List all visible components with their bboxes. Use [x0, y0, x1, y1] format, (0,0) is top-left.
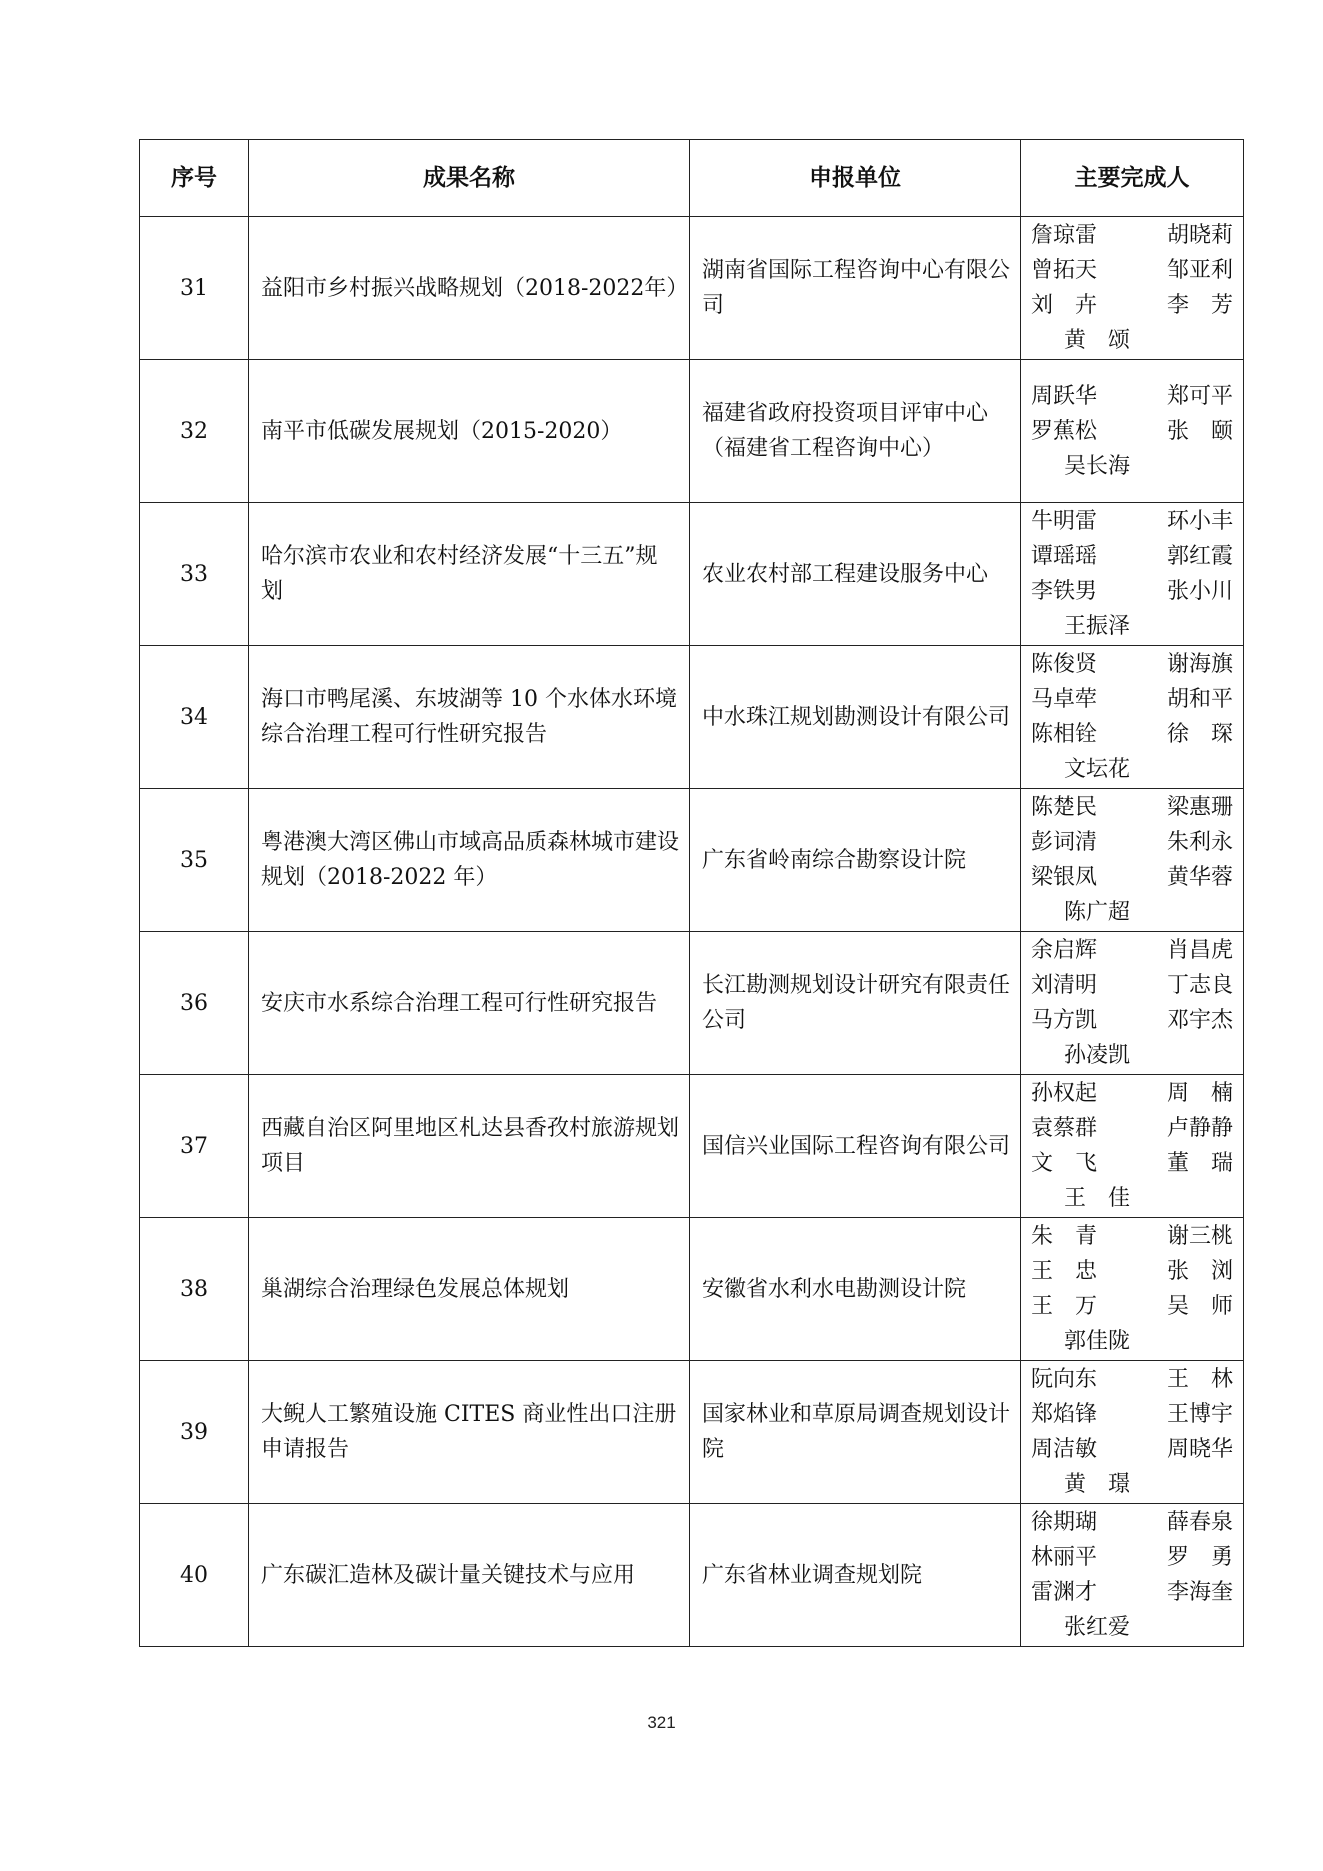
contributor-line	[1031, 1289, 1233, 1324]
contributor-name: 林丽平	[1031, 1545, 1098, 1570]
contributor-name: 胡晓莉	[1166, 223, 1233, 248]
contributor-line	[1031, 253, 1233, 288]
contributor-name: 曾拓天	[1031, 258, 1098, 283]
header-name: 成果名称	[249, 140, 690, 217]
reporting-unit: 农业农村部工程建设服务中心	[690, 503, 1021, 646]
contributor-name: 丁志良	[1166, 973, 1233, 998]
table-row	[140, 217, 1244, 360]
contributor-line	[1031, 323, 1233, 358]
main-contributors	[1021, 217, 1244, 360]
contributor-line	[1031, 752, 1233, 787]
main-contributors	[1021, 1218, 1244, 1361]
achievement-name: 安庆市水系综合治理工程可行性研究报告	[249, 932, 690, 1075]
achievement-name: 大鲵人工繁殖设施 CITES 商业性出口注册申请报告	[249, 1361, 690, 1504]
contributor-name: 陈广超	[1063, 900, 1130, 925]
table-row	[140, 1075, 1244, 1218]
achievement-name: 粤港澳大湾区佛山市域高品质森林城市建设规划（2018-2022 年）	[249, 789, 690, 932]
header-row	[140, 140, 1244, 217]
contributor-name: 薛春泉	[1166, 1510, 1233, 1535]
achievement-name: 巢湖综合治理绿色发展总体规划	[249, 1218, 690, 1361]
contributor-line	[1031, 218, 1233, 253]
contributor-name: 张小川	[1166, 579, 1233, 604]
contributor-name: 文 飞	[1031, 1151, 1098, 1176]
contributor-name: 董 瑞	[1166, 1151, 1233, 1176]
contributor-line	[1031, 968, 1233, 1003]
row-number: 32	[140, 360, 249, 503]
achievement-name: 西藏自治区阿里地区札达县香孜村旅游规划项目	[249, 1075, 690, 1218]
contributor-name: 邹亚利	[1166, 258, 1233, 283]
contributor-name: 谭瑶瑶	[1031, 544, 1098, 569]
header-people: 主要完成人	[1021, 140, 1244, 217]
row-number: 31	[140, 217, 249, 360]
contributor-name: 雷渊才	[1031, 1580, 1098, 1605]
contributor-line	[1031, 1146, 1233, 1181]
contributor-line	[1031, 574, 1233, 609]
reporting-unit: 长江勘测规划设计研究有限责任公司	[690, 932, 1021, 1075]
row-number: 36	[140, 932, 249, 1075]
contributor-line	[1031, 414, 1233, 449]
contributor-name: 黄华蓉	[1166, 865, 1233, 890]
contributor-name: 郑焰锋	[1031, 1402, 1098, 1427]
reporting-unit: 国信兴业国际工程咨询有限公司	[690, 1075, 1021, 1218]
contributor-name: 马方凯	[1031, 1008, 1098, 1033]
contributor-name: 牛明雷	[1031, 509, 1098, 534]
main-contributors	[1021, 646, 1244, 789]
contributor-line	[1031, 1181, 1233, 1216]
contributor-name: 王 佳	[1063, 1186, 1130, 1211]
contributor-line	[1031, 1467, 1233, 1502]
contributor-line	[1031, 1219, 1233, 1254]
reporting-unit: 广东省林业调查规划院	[690, 1504, 1021, 1647]
contributor-name: 朱 青	[1031, 1224, 1098, 1249]
contributor-line	[1031, 1254, 1233, 1289]
contributor-name: 罗 勇	[1166, 1545, 1233, 1570]
contributor-name: 罗蕉松	[1031, 418, 1098, 444]
contributor-line	[1031, 449, 1233, 484]
contributor-name: 周 楠	[1166, 1081, 1233, 1106]
row-number: 37	[140, 1075, 249, 1218]
contributor-name: 王博宇	[1166, 1402, 1233, 1427]
contributor-name: 张红爱	[1063, 1615, 1130, 1640]
main-contributors	[1021, 1075, 1244, 1218]
contributor-line	[1031, 379, 1233, 414]
contributor-name: 陈俊贤	[1031, 652, 1098, 677]
contributor-name: 陈相铨	[1031, 722, 1098, 747]
achievement-name: 南平市低碳发展规划（2015-2020）	[249, 360, 690, 503]
reporting-unit: 中水珠江规划勘测设计有限公司	[690, 646, 1021, 789]
table-row	[140, 1504, 1244, 1647]
contributor-line	[1031, 1003, 1233, 1038]
contributor-name: 谢三桃	[1166, 1224, 1233, 1249]
contributor-line	[1031, 933, 1233, 968]
table-row	[140, 503, 1244, 646]
contributor-name: 周跃华	[1031, 383, 1098, 409]
page-number: 321	[647, 1713, 676, 1732]
contributor-name: 梁惠珊	[1166, 795, 1233, 820]
reporting-unit: 国家林业和草原局调查规划设计院	[690, 1361, 1021, 1504]
contributor-name: 肖昌虎	[1166, 938, 1233, 963]
reporting-unit: 湖南省国际工程咨询中心有限公司	[690, 217, 1021, 360]
contributor-line	[1031, 1111, 1233, 1146]
contributor-name: 袁蔡群	[1031, 1116, 1098, 1141]
contributor-line	[1031, 1076, 1233, 1111]
contributor-name: 李海奎	[1166, 1580, 1233, 1605]
contributor-name: 郭佳陇	[1063, 1329, 1130, 1354]
achievement-name: 益阳市乡村振兴战略规划（2018-2022年）	[249, 217, 690, 360]
contributor-line	[1031, 1540, 1233, 1575]
contributor-name: 阮向东	[1031, 1367, 1098, 1392]
main-contributors	[1021, 360, 1244, 503]
contributor-name: 黄 璟	[1063, 1472, 1130, 1497]
contributor-line	[1031, 539, 1233, 574]
contributor-line	[1031, 682, 1233, 717]
row-number: 35	[140, 789, 249, 932]
reporting-unit: 安徽省水利水电勘测设计院	[690, 1218, 1021, 1361]
contributor-line	[1031, 609, 1233, 644]
contributor-name: 詹琼雷	[1031, 223, 1098, 248]
header-no: 序号	[140, 140, 249, 217]
contributor-name: 徐期瑚	[1031, 1510, 1098, 1535]
contributor-name: 彭词清	[1031, 830, 1098, 855]
contributor-name: 王 忠	[1031, 1259, 1098, 1284]
contributor-line	[1031, 1505, 1233, 1540]
table-row	[140, 1361, 1244, 1504]
contributor-line	[1031, 825, 1233, 860]
table-row	[140, 360, 1244, 503]
contributor-name: 张 浏	[1166, 1259, 1233, 1284]
row-number: 38	[140, 1218, 249, 1361]
contributor-name: 李 芳	[1166, 293, 1233, 318]
award-table	[139, 139, 1244, 1647]
contributor-name: 王 万	[1031, 1294, 1098, 1319]
contributor-name: 马卓荦	[1031, 687, 1098, 712]
row-number: 40	[140, 1504, 249, 1647]
contributor-name: 文坛花	[1063, 757, 1130, 782]
main-contributors	[1021, 1361, 1244, 1504]
contributor-name: 周洁敏	[1031, 1437, 1098, 1462]
contributor-name: 吴 师	[1166, 1294, 1233, 1319]
contributor-name: 郭红霞	[1166, 544, 1233, 569]
contributor-name: 陈楚民	[1031, 795, 1098, 820]
row-number: 39	[140, 1361, 249, 1504]
contributor-name: 王 林	[1166, 1367, 1233, 1392]
contributor-name: 孙凌凯	[1063, 1043, 1130, 1068]
contributor-name: 李铁男	[1031, 579, 1098, 604]
contributor-name: 王振泽	[1063, 614, 1130, 639]
contributor-name: 朱利永	[1166, 830, 1233, 855]
table-row	[140, 789, 1244, 932]
contributor-name: 张 颐	[1166, 418, 1233, 444]
contributor-name: 徐 琛	[1166, 722, 1233, 747]
contributor-name: 梁银凤	[1031, 865, 1098, 890]
contributor-line	[1031, 647, 1233, 682]
contributor-line	[1031, 895, 1233, 930]
main-contributors	[1021, 503, 1244, 646]
contributor-name: 谢海旗	[1166, 652, 1233, 677]
contributor-line	[1031, 790, 1233, 825]
contributor-line	[1031, 1610, 1233, 1645]
contributor-line	[1031, 1038, 1233, 1073]
achievement-name: 哈尔滨市农业和农村经济发展“十三五”规划	[249, 503, 690, 646]
contributor-name: 刘清明	[1031, 973, 1098, 998]
table-row	[140, 646, 1244, 789]
header-unit: 申报单位	[690, 140, 1021, 217]
contributor-line	[1031, 288, 1233, 323]
contributor-name: 周晓华	[1166, 1437, 1233, 1462]
achievement-name: 广东碳汇造林及碳计量关键技术与应用	[249, 1504, 690, 1647]
reporting-unit: 广东省岭南综合勘察设计院	[690, 789, 1021, 932]
contributor-name: 孙权起	[1031, 1081, 1098, 1106]
contributor-name: 卢静静	[1166, 1116, 1233, 1141]
contributor-name: 环小丰	[1166, 509, 1233, 534]
table-row	[140, 1218, 1244, 1361]
contributor-name: 胡和平	[1166, 687, 1233, 712]
contributor-name: 余启辉	[1031, 938, 1098, 963]
contributor-line	[1031, 860, 1233, 895]
main-contributors	[1021, 789, 1244, 932]
contributor-line	[1031, 504, 1233, 539]
table-row	[140, 932, 1244, 1075]
achievement-name: 海口市鸭尾溪、东坡湖等 10 个水体水环境综合治理工程可行性研究报告	[249, 646, 690, 789]
row-number: 34	[140, 646, 249, 789]
contributor-line	[1031, 1575, 1233, 1610]
contributor-line	[1031, 1362, 1233, 1397]
contributor-name: 黄 颂	[1063, 328, 1130, 353]
contributor-line	[1031, 1397, 1233, 1432]
contributor-name: 郑可平	[1166, 383, 1233, 409]
contributor-line	[1031, 1432, 1233, 1467]
contributor-name: 邓宇杰	[1166, 1008, 1233, 1033]
contributor-name: 刘 卉	[1031, 293, 1098, 318]
reporting-unit: 福建省政府投资项目评审中心（福建省工程咨询中心）	[690, 360, 1021, 503]
main-contributors	[1021, 932, 1244, 1075]
contributor-line	[1031, 1324, 1233, 1359]
contributor-line	[1031, 717, 1233, 752]
row-number: 33	[140, 503, 249, 646]
main-contributors	[1021, 1504, 1244, 1647]
contributor-name: 吴长海	[1063, 453, 1130, 479]
